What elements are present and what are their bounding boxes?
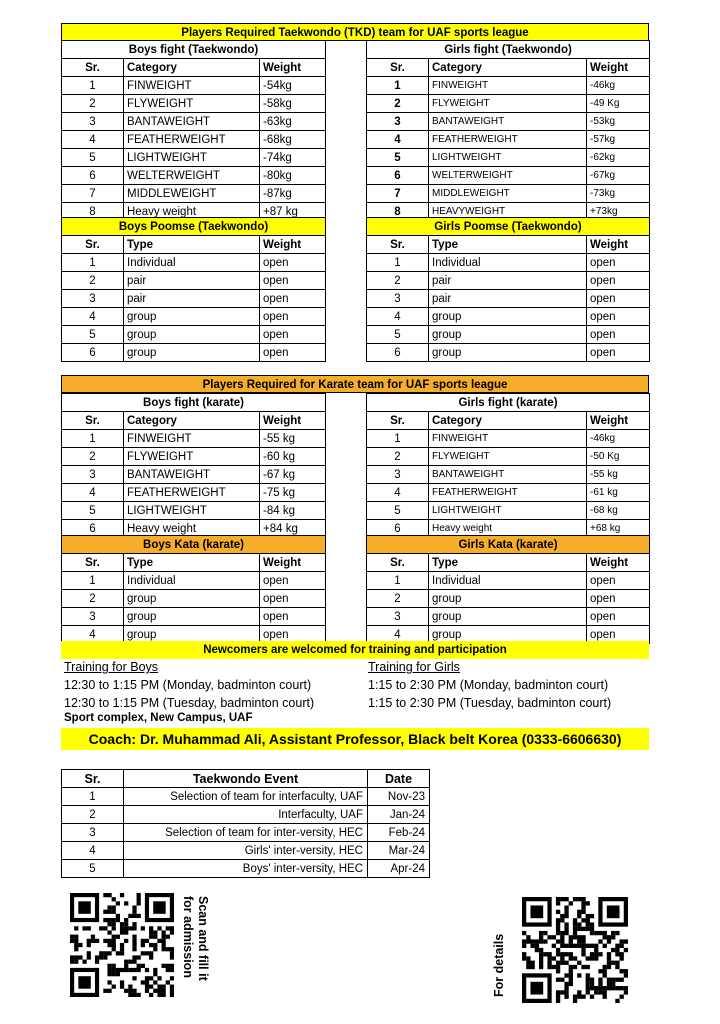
table-row [62,466,326,484]
row-number: 1 [62,572,124,590]
row-category: group [124,608,260,626]
row-number: 1 [367,77,429,95]
row-category: group [124,626,260,644]
column-header: Sr. [62,770,124,788]
qr-code-icon [522,897,628,1003]
qr-code-icon [70,893,174,997]
tkd-boys-fight-table [61,40,326,221]
event-name: Girls' inter-versity, HEC [124,842,368,860]
row-category: BANTAWEIGHT [124,113,260,131]
table-row [367,590,650,608]
training-girls [368,658,668,712]
row-weight: open [587,590,650,608]
header-row [62,554,326,572]
table-row [62,77,326,95]
event-date: Nov-23 [368,788,430,806]
table-row [367,608,650,626]
row-weight: open [260,344,326,362]
row-weight: -55 kg [260,430,326,448]
table-row [62,149,326,167]
row-weight: -62kg [587,149,650,167]
table-row [367,131,650,149]
row-category: FLYWEIGHT [429,95,587,113]
qr-admission-label-line: Scan and fill it [196,896,210,981]
row-number: 6 [62,520,124,538]
column-header: Type [429,236,587,254]
row-weight: +68 kg [587,520,650,538]
row-number: 3 [367,113,429,131]
row-weight: +84 kg [260,520,326,538]
row-number: 3 [367,290,429,308]
row-number: 5 [62,326,124,344]
column-header: Sr. [62,59,124,77]
column-header: Date [368,770,430,788]
row-category: BANTAWEIGHT [429,466,587,484]
row-weight: open [587,344,650,362]
row-weight: open [260,272,326,290]
row-category: group [124,308,260,326]
table-row [367,572,650,590]
training-girls-title: Training for Girls [368,660,460,674]
row-category: FEATHERWEIGHT [429,484,587,502]
row-category: pair [124,290,260,308]
table-row [62,502,326,520]
row-category: FLYWEIGHT [124,95,260,113]
event-date: Apr-24 [368,860,430,878]
row-category: group [429,326,587,344]
row-weight: -46kg [587,430,650,448]
row-weight: open [260,290,326,308]
training-boys-title: Training for Boys [64,660,159,674]
event-name: Selection of team for interfaculty, UAF [124,788,368,806]
row-category: HEAVYWEIGHT [429,203,587,221]
row-category: Heavy weight [124,520,260,538]
training-boys-line: 12:30 to 1:15 PM (Monday, badminton court) [64,678,312,692]
event-number: 5 [62,860,124,878]
column-header: Weight [260,554,326,572]
training-girls-line: 1:15 to 2:30 PM (Tuesday, badminton court) [368,696,612,710]
row-weight: open [587,608,650,626]
table-row [62,254,326,272]
table-row [62,185,326,203]
event-name: Boys' inter-versity, HEC [124,860,368,878]
table-title: Girls Kata (karate) [367,536,650,554]
row-category: group [429,626,587,644]
row-weight: open [260,308,326,326]
qr-code-details[interactable] [522,897,628,1003]
row-number: 5 [367,326,429,344]
events-table [61,769,430,878]
qr-admission-label [180,896,210,981]
row-weight: -46kg [587,77,650,95]
row-weight: -61 kg [587,484,650,502]
header-row [367,554,650,572]
row-weight: -75 kg [260,484,326,502]
row-number: 6 [62,344,124,362]
header-row [62,770,430,788]
column-header: Category [124,59,260,77]
qr-code-admission[interactable] [70,893,174,997]
row-category: pair [124,272,260,290]
row-weight: open [260,254,326,272]
row-number: 3 [62,608,124,626]
row-weight: open [260,626,326,644]
event-number: 1 [62,788,124,806]
row-number: 2 [367,590,429,608]
row-weight: open [587,572,650,590]
row-category: FEATHERWEIGHT [429,131,587,149]
training-boys [64,658,364,712]
table-row [367,254,650,272]
row-weight: open [587,290,650,308]
row-weight: -74kg [260,149,326,167]
row-weight: +73kg [587,203,650,221]
row-number: 5 [62,149,124,167]
table-row [62,326,326,344]
table-row [367,272,650,290]
venue-text: Sport complex, New Campus, UAF [64,712,253,724]
column-header: Weight [260,59,326,77]
column-header: Type [124,554,260,572]
row-category: pair [429,272,587,290]
row-weight: +87 kg [260,203,326,221]
table-row [367,77,650,95]
row-category: Individual [124,254,260,272]
column-header: Weight [587,59,650,77]
table-row [62,290,326,308]
column-header: Category [429,59,587,77]
row-number: 8 [62,203,124,221]
column-header: Sr. [367,412,429,430]
row-weight: -80kg [260,167,326,185]
row-weight: -73kg [587,185,650,203]
column-header: Sr. [62,412,124,430]
table-row [62,842,430,860]
row-category: FINWEIGHT [124,430,260,448]
row-category: Heavy weight [124,203,260,221]
row-weight: -68kg [260,131,326,149]
table-row [62,131,326,149]
column-header: Category [124,412,260,430]
column-header: Type [429,554,587,572]
row-category: FINWEIGHT [429,430,587,448]
row-category: pair [429,290,587,308]
qr-details-label: For details [492,933,506,997]
table-title: Boys fight (karate) [62,394,326,412]
table-row [367,113,650,131]
row-category: BANTAWEIGHT [124,466,260,484]
row-category: Individual [429,572,587,590]
column-header: Sr. [367,59,429,77]
table-row [367,326,650,344]
row-category: FEATHERWEIGHT [124,484,260,502]
tkd-boys-poomse-table [61,217,326,362]
column-header: Sr. [367,554,429,572]
table-row [62,824,430,842]
table-title: Boys fight (Taekwondo) [62,41,326,59]
coach-banner: Coach: Dr. Muhammad Ali, Assistant Professor, Black belt Korea (0333-6606630) [61,728,649,750]
row-number: 4 [367,308,429,326]
row-weight: -50 Kg [587,448,650,466]
table-row [62,806,430,824]
row-number: 3 [62,113,124,131]
column-header: Sr. [62,236,124,254]
row-category: Heavy weight [429,520,587,538]
row-number: 2 [367,272,429,290]
row-number: 2 [62,448,124,466]
row-weight: -58kg [260,95,326,113]
table-row [62,788,430,806]
table-title: Girls fight (karate) [367,394,650,412]
row-number: 1 [367,254,429,272]
row-weight: -63kg [260,113,326,131]
table-row [62,448,326,466]
column-header: Weight [260,412,326,430]
row-category: group [429,308,587,326]
table-row [62,272,326,290]
table-row [367,502,650,520]
table-title: Girls Poomse (Taekwondo) [367,218,650,236]
row-number: 4 [62,308,124,326]
karate-girls-fight-table [366,393,650,538]
row-number: 5 [62,502,124,520]
header-row [62,59,326,77]
training-girls-line: 1:15 to 2:30 PM (Monday, badminton court) [368,678,609,692]
row-category: LIGHTWEIGHT [124,502,260,520]
row-category: LIGHTWEIGHT [429,149,587,167]
table-row [62,113,326,131]
row-category: FLYWEIGHT [124,448,260,466]
event-date: Jan-24 [368,806,430,824]
table-row [367,185,650,203]
qr-admission-label-line: for admission [181,896,195,978]
row-weight: open [260,572,326,590]
table-title: Girls fight (Taekwondo) [367,41,650,59]
row-weight: -57kg [587,131,650,149]
row-number: 3 [367,608,429,626]
row-category: group [124,590,260,608]
column-header: Category [429,412,587,430]
row-category: Individual [124,572,260,590]
header-row [367,59,650,77]
table-row [62,344,326,362]
row-number: 5 [367,502,429,520]
row-number: 1 [62,77,124,95]
karate-boys-fight-table [61,393,326,538]
header-row [367,236,650,254]
column-header: Sr. [367,236,429,254]
table-row [62,860,430,878]
row-number: 1 [367,430,429,448]
row-category: FLYWEIGHT [429,448,587,466]
row-category: group [124,344,260,362]
row-number: 2 [62,272,124,290]
row-category: group [429,608,587,626]
table-row [62,167,326,185]
column-header: Weight [587,412,650,430]
karate-girls-kata-table [366,535,650,644]
row-number: 7 [367,185,429,203]
row-weight: -60 kg [260,448,326,466]
row-number: 4 [62,626,124,644]
column-header: Weight [587,236,650,254]
table-title: Boys Poomse (Taekwondo) [62,218,326,236]
row-number: 2 [62,95,124,113]
table-row [62,590,326,608]
column-header: Type [124,236,260,254]
row-number: 8 [367,203,429,221]
table-row [62,608,326,626]
row-number: 2 [62,590,124,608]
row-number: 6 [62,167,124,185]
event-name: Interfaculty, UAF [124,806,368,824]
table-row [62,95,326,113]
row-weight: -54kg [260,77,326,95]
table-row [62,572,326,590]
row-weight: -49 Kg [587,95,650,113]
table-row [62,308,326,326]
header-row [62,236,326,254]
row-category: BANTAWEIGHT [429,113,587,131]
table-row [367,290,650,308]
row-category: WELTERWEIGHT [124,167,260,185]
table-row [367,167,650,185]
row-weight: -84 kg [260,502,326,520]
table-row [367,466,650,484]
table-title: Boys Kata (karate) [62,536,326,554]
row-weight: -67 kg [260,466,326,484]
row-number: 4 [367,131,429,149]
row-weight: open [587,272,650,290]
row-weight: open [587,326,650,344]
row-category: MIDDLEWEIGHT [124,185,260,203]
row-number: 6 [367,167,429,185]
row-category: LIGHTWEIGHT [429,502,587,520]
row-number: 3 [62,290,124,308]
karate-banner: Players Required for Karate team for UAF sports league [61,375,649,393]
row-weight: -55 kg [587,466,650,484]
row-number: 3 [367,466,429,484]
row-number: 4 [62,484,124,502]
row-weight: open [587,308,650,326]
row-number: 4 [367,626,429,644]
row-weight: open [587,626,650,644]
row-number: 3 [62,466,124,484]
column-header: Weight [260,236,326,254]
newcomers-banner: Newcomers are welcomed for training and participation [61,641,649,659]
table-row [367,448,650,466]
event-date: Feb-24 [368,824,430,842]
row-category: FEATHERWEIGHT [124,131,260,149]
row-category: LIGHTWEIGHT [124,149,260,167]
table-row [367,344,650,362]
row-number: 1 [62,254,124,272]
row-category: Individual [429,254,587,272]
table-row [367,149,650,167]
training-boys-line: 12:30 to 1:15 PM (Tuesday, badminton court) [64,696,315,710]
row-weight: -87kg [260,185,326,203]
event-number: 3 [62,824,124,842]
row-number: 7 [62,185,124,203]
karate-boys-kata-table [61,535,326,644]
column-header: Sr. [62,554,124,572]
event-number: 4 [62,842,124,860]
row-number: 5 [367,149,429,167]
row-weight: open [260,326,326,344]
tkd-girls-poomse-table [366,217,650,362]
event-number: 2 [62,806,124,824]
table-row [367,95,650,113]
row-number: 6 [367,344,429,362]
row-number: 6 [367,520,429,538]
table-row [62,484,326,502]
table-row [62,430,326,448]
row-category: FINWEIGHT [429,77,587,95]
header-row [367,412,650,430]
row-category: group [124,326,260,344]
row-number: 2 [367,95,429,113]
row-number: 1 [367,572,429,590]
row-number: 4 [62,131,124,149]
row-category: group [429,344,587,362]
row-weight: -67kg [587,167,650,185]
row-category: MIDDLEWEIGHT [429,185,587,203]
row-weight: -68 kg [587,502,650,520]
table-row [367,484,650,502]
tkd-banner: Players Required Taekwondo (TKD) team for UAF sports league [61,23,649,41]
event-date: Mar-24 [368,842,430,860]
row-weight: open [587,254,650,272]
header-row [62,412,326,430]
row-number: 1 [62,430,124,448]
row-weight: open [260,590,326,608]
row-number: 2 [367,448,429,466]
table-row [367,308,650,326]
row-category: group [429,590,587,608]
column-header: Weight [587,554,650,572]
column-header: Taekwondo Event [124,770,368,788]
tkd-girls-fight-table [366,40,650,221]
row-number: 4 [367,484,429,502]
row-category: WELTERWEIGHT [429,167,587,185]
table-row [367,430,650,448]
row-category: FINWEIGHT [124,77,260,95]
row-weight: -53kg [587,113,650,131]
row-weight: open [260,608,326,626]
event-name: Selection of team for inter-versity, HEC [124,824,368,842]
